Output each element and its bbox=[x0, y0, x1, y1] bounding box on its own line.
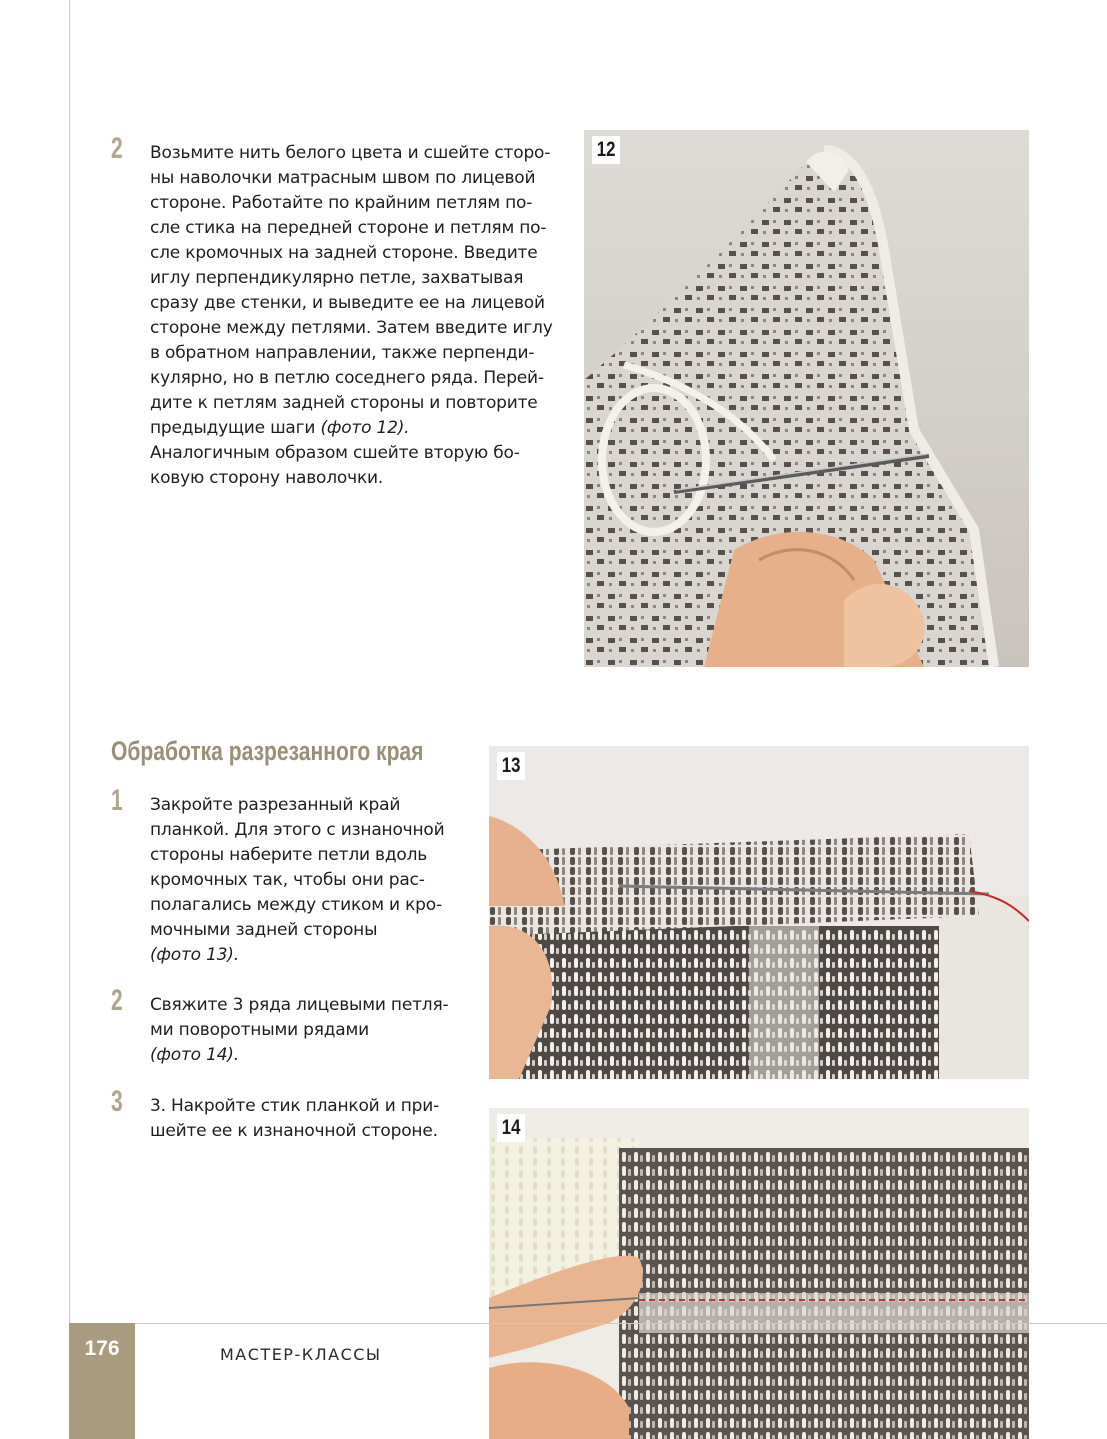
step-text-main: Возьмите нить белого цвета и сшейте сторо- ны наволочки матрасным швом по лицевой стороне. Работайте по крайним петлям по- сле стика на передней стороне и петлям по- сле кромочных на задней стороне. Введите иглу перпендикулярно петле, захватывая сразу две стенки, и выведите ее на лицевой стороне между петлями. Затем введите иглу в обратном направлении, также перпенди- кулярно, но в петлю соседнего ряда. Перей- дите к петлям задней стороны и повторите предыдущие шаги bbox=[150, 143, 553, 438]
photo-14 bbox=[489, 1108, 1029, 1439]
step-text-main: Закройте разрезанный край планкой. Для этого с изнаночной стороны наберите петли вдоль кромочных так, чтобы они рас- полагались между стиком и кро- мочными задней стороны bbox=[150, 795, 445, 940]
step-text bbox=[150, 793, 470, 968]
photo-13 bbox=[489, 746, 1029, 1079]
step-text bbox=[150, 141, 570, 491]
photo-reference: (фото 12). bbox=[320, 418, 410, 438]
margin-rule bbox=[69, 0, 70, 1439]
section-heading: Обработка разрезанного края bbox=[111, 736, 424, 766]
photo-label: 13 bbox=[497, 752, 525, 780]
photo-12 bbox=[584, 130, 1029, 667]
step-number: 3 bbox=[111, 1085, 123, 1118]
knitted-pillow-corner-image bbox=[584, 130, 1029, 667]
page-number: 176 bbox=[84, 1337, 120, 1360]
step-text-main: 3. Накройте стик планкой и при- шейте ее к изнаночной стороне. bbox=[150, 1096, 440, 1141]
knitted-edge-pickup-image bbox=[489, 746, 1029, 1079]
step-text bbox=[150, 993, 470, 1068]
photo-label: 14 bbox=[497, 1114, 525, 1142]
page-number-tab bbox=[69, 1323, 135, 1439]
step-number: 2 bbox=[111, 132, 123, 165]
step-number: 2 bbox=[111, 984, 123, 1017]
photo-reference: (фото 13). bbox=[150, 945, 239, 965]
knitted-band-image bbox=[489, 1108, 1029, 1439]
step-text-main: Свяжите 3 ряда лицевыми петля- ми поворотными рядами bbox=[150, 995, 449, 1040]
step-number: 1 bbox=[111, 784, 123, 817]
running-head: МАСТЕР-КЛАССЫ bbox=[220, 1345, 382, 1364]
photo-reference: (фото 14). bbox=[150, 1045, 239, 1065]
photo-label: 12 bbox=[592, 136, 620, 164]
step-text-after: Аналогичным образом сшейте вторую бо- ковую сторону наволочки. bbox=[150, 443, 520, 488]
step-text bbox=[150, 1094, 470, 1144]
footer-rule bbox=[135, 1323, 1107, 1324]
